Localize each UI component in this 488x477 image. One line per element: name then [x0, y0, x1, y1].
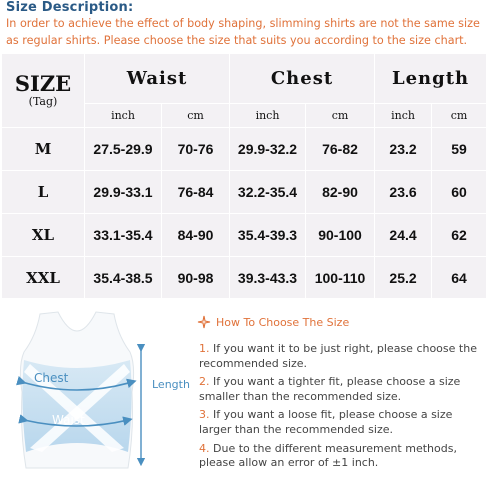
- size-chart-table: [1, 53, 487, 299]
- table-cell: 33.1-35.4: [85, 214, 162, 257]
- guide-item: [199, 442, 483, 471]
- table-row: [2, 171, 487, 214]
- unit-label: cm: [432, 104, 487, 128]
- size-row-label: M: [2, 128, 85, 171]
- table-cell: 90-98: [162, 257, 230, 299]
- guide-item-number: 3.: [199, 408, 210, 422]
- waist-label: Waist: [52, 413, 85, 427]
- guide-heading: [197, 315, 349, 329]
- table-row: [2, 214, 487, 257]
- guide-item-text: Due to the different measurement methods, please allow an error of ±1 inch.: [199, 441, 457, 470]
- unit-label: inch: [230, 104, 306, 128]
- unit-label: inch: [375, 104, 432, 128]
- table-cell: 84-90: [162, 214, 230, 257]
- table-cell: 39.3-43.3: [230, 257, 306, 299]
- guide-item-text: If you want it to be just right, please choose the recommended size.: [199, 342, 477, 370]
- table-cell: 35.4-38.5: [85, 257, 162, 299]
- shirt-diagram: [0, 302, 190, 473]
- waist-header: Waist: [85, 54, 230, 104]
- guide-item-number: 2.: [199, 375, 210, 389]
- length-label: Length: [152, 378, 190, 391]
- chest-header: Chest: [230, 54, 375, 104]
- table-cell: 25.2: [375, 257, 432, 299]
- table-cell: 27.5-29.9: [85, 128, 162, 171]
- table-row: [2, 257, 487, 299]
- size-row-label: XL: [2, 214, 85, 257]
- guide-item-text: If you want a tighter fit, please choose a size smaller than the recommended size.: [199, 375, 461, 403]
- guide-item: [199, 342, 483, 371]
- intro-text: In order to achieve the effect of body shaping, slimming shirts are not the same size as regular shirts. Please choose the size that suits you according to the size chart.: [6, 17, 480, 47]
- table-cell: 23.2: [375, 128, 432, 171]
- guide-title: How To Choose The Size: [216, 315, 350, 329]
- guide-list: [199, 342, 483, 475]
- table-cell: 24.4: [375, 214, 432, 257]
- table-cell: 29.9-32.2: [230, 128, 306, 171]
- size-label: SIZE: [14, 71, 72, 96]
- table-cell: 90-100: [306, 214, 375, 257]
- table-cell: 59: [432, 128, 487, 171]
- size-header-cell: [2, 54, 85, 128]
- table-cell: 35.4-39.3: [230, 214, 306, 257]
- size-tag-label: (Tag): [28, 95, 58, 108]
- shirt-illustration: [0, 302, 190, 473]
- unit-label: cm: [306, 104, 375, 128]
- chest-label: Chest: [34, 371, 69, 385]
- table-cell: 62: [432, 214, 487, 257]
- sparkle-icon: [197, 315, 211, 329]
- guide-item: [199, 375, 483, 404]
- unit-label: cm: [162, 104, 230, 128]
- table-cell: 100-110: [306, 257, 375, 299]
- guide-item-number: 4.: [199, 441, 210, 455]
- table-cell: 70-76: [162, 128, 230, 171]
- table-cell: 64: [432, 257, 487, 299]
- page-title: Size Description:: [6, 0, 134, 15]
- size-row-label: XXL: [2, 257, 85, 299]
- table-cell: 60: [432, 171, 487, 214]
- guide-item-number: 1.: [199, 342, 210, 355]
- table-cell: 76-82: [306, 128, 375, 171]
- unit-label: inch: [85, 104, 162, 128]
- size-row-label: L: [2, 171, 85, 214]
- guide-item: [199, 408, 483, 437]
- table-row: [2, 128, 487, 171]
- table-cell: 29.9-33.1: [85, 171, 162, 214]
- table-cell: 23.6: [375, 171, 432, 214]
- guide-item-text: If you want a loose fit, please choose a size larger than the recommended size.: [199, 408, 453, 436]
- table-cell: 76-84: [162, 171, 230, 214]
- length-header: Length: [375, 54, 487, 104]
- table-cell: 32.2-35.4: [230, 171, 306, 214]
- table-cell: 82-90: [306, 171, 375, 214]
